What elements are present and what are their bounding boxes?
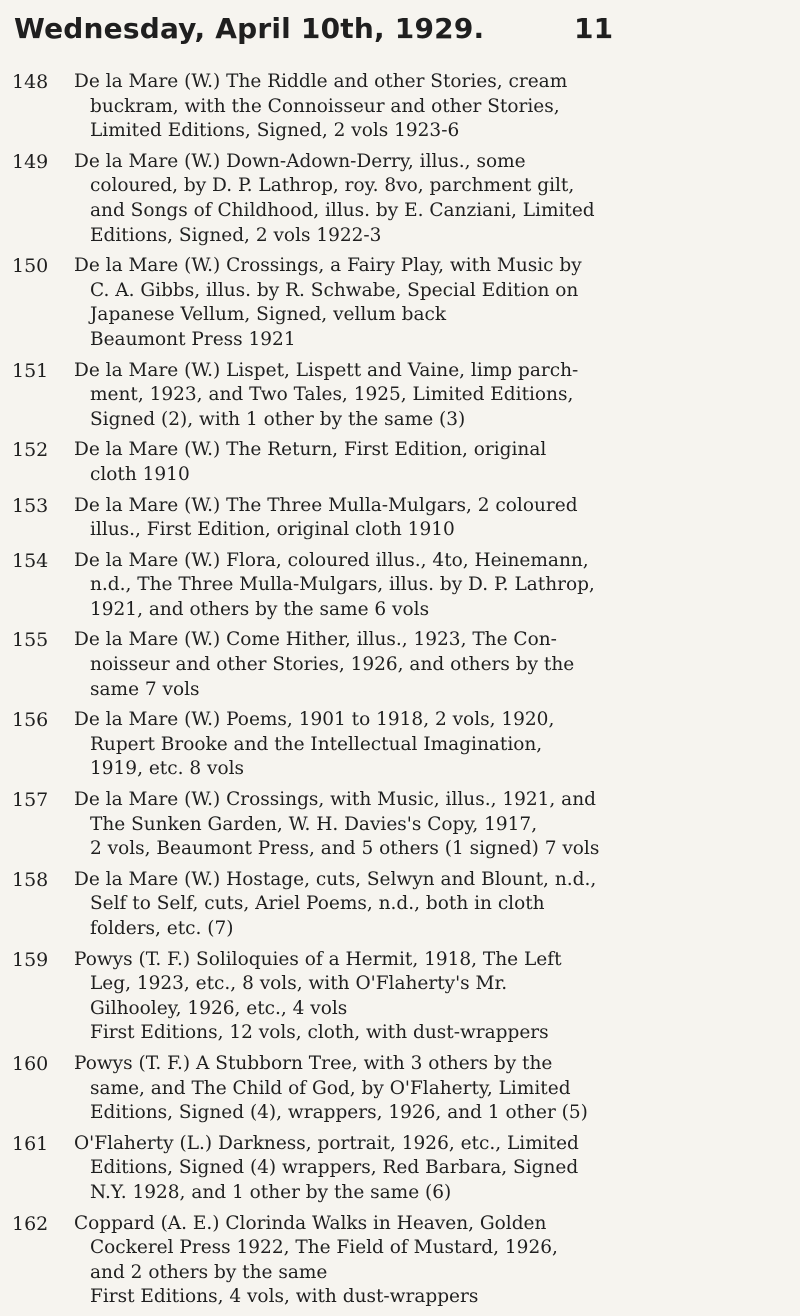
- lot-line: Coppard (A. E.) Clorinda Walks in Heaven, Golden: [74, 1212, 547, 1234]
- lot-entry: [12, 708, 694, 782]
- lot-line: De la Mare (W.) Poems, 1901 to 1918, 2 vols, 1920,: [74, 709, 555, 731]
- lot-number: 155: [12, 629, 49, 652]
- lot-line: 2 vols, Beaumont Press, and 5 others (1 signed) 7 vols: [90, 838, 600, 860]
- lot-entry: [12, 948, 694, 1046]
- lot-line: same, and The Child of God, by O'Flaherty, Limited: [90, 1077, 571, 1099]
- lot-line: Japanese Vellum, Signed, vellum back: [90, 304, 447, 326]
- page-number: 11: [574, 12, 614, 45]
- lot-line: Beaumont Press 1921: [90, 328, 296, 350]
- lot-line: Rupert Brooke and the Intellectual Imagination,: [90, 733, 543, 755]
- lot-entry: [12, 628, 694, 702]
- lot-line: De la Mare (W.) Lispet, Lispett and Vaine, limp parch-: [74, 359, 579, 381]
- lot-line: Editions, Signed (4) wrappers, Red Barbara, Signed: [90, 1157, 579, 1179]
- lot-line: 1921, and others by the same 6 vols: [90, 598, 430, 620]
- lot-number: 160: [12, 1052, 49, 1075]
- lot-line: N.Y. 1928, and 1 other by the same (6): [90, 1181, 452, 1203]
- lot-line: Self to Self, cuts, Ariel Poems, n.d., both in cloth: [90, 893, 545, 915]
- lot-line: n.d., The Three Mulla-Mulgars, illus. by D. P. Lathrop,: [90, 574, 595, 596]
- lot-line: Cockerel Press 1922, The Field of Mustard, 1926,: [90, 1237, 558, 1259]
- lot-line: buckram, with the Connoisseur and other Stories,: [90, 95, 560, 117]
- lot-number: 154: [12, 549, 49, 572]
- lot-number: 152: [12, 439, 49, 462]
- lot-number: 162: [12, 1212, 49, 1235]
- lot-number: 153: [12, 494, 49, 517]
- lot-line: First Editions, 12 vols, cloth, with dust-wrappers: [90, 1022, 549, 1044]
- lot-number: 158: [12, 868, 49, 891]
- lot-entry: [12, 868, 694, 942]
- lot-entry: [12, 1212, 694, 1310]
- lot-line: O'Flaherty (L.) Darkness, portrait, 1926, etc., Limited: [74, 1132, 579, 1154]
- lot-number: 148: [12, 71, 49, 93]
- lot-line: C. A. Gibbs, illus. by R. Schwabe, Special Edition on: [90, 279, 579, 301]
- lot-entry: [12, 549, 694, 623]
- lot-number: 159: [12, 948, 49, 971]
- lot-line: De la Mare (W.) The Return, First Edition, original: [74, 439, 547, 461]
- lot-line: and Songs of Childhood, illus. by E. Canziani, Limited: [90, 199, 595, 221]
- lot-line: 1919, etc. 8 vols: [90, 758, 244, 780]
- lot-entry: [12, 1052, 694, 1126]
- lot-entry: [12, 70, 694, 144]
- lot-line: De la Mare (W.) Flora, coloured illus., 4to, Heinemann,: [74, 549, 589, 571]
- lot-line: De la Mare (W.) Crossings, a Fairy Play, with Music by: [74, 255, 582, 277]
- lot-entry: [12, 254, 694, 352]
- lot-line: First Editions, 4 vols, with dust-wrappers: [90, 1286, 479, 1308]
- lot-line: same 7 vols: [90, 678, 200, 700]
- lot-line: De la Mare (W.) Come Hither, illus., 1923, The Con-: [74, 629, 557, 651]
- lot-line: noisseur and other Stories, 1926, and others by the: [90, 654, 575, 676]
- page-header: [14, 12, 774, 45]
- lot-line: Limited Editions, Signed, 2 vols 1923-6: [90, 120, 460, 142]
- lot-list: [0, 70, 800, 1316]
- lot-line: The Sunken Garden, W. H. Davies's Copy, 1917,: [90, 813, 538, 835]
- lot-number: 149: [12, 150, 49, 173]
- lot-line: De la Mare (W.) The Riddle and other Stories, cream: [74, 71, 568, 92]
- lot-entry: [12, 359, 694, 433]
- lot-line: ment, 1923, and Two Tales, 1925, Limited Editions,: [90, 384, 574, 406]
- lot-line: Gilhooley, 1926, etc., 4 vols: [90, 997, 348, 1019]
- lot-number: 156: [12, 709, 49, 732]
- lot-line: De la Mare (W.) The Three Mulla-Mulgars, 2 coloured: [74, 494, 578, 516]
- lot-line: folders, etc. (7): [90, 918, 234, 939]
- lot-line: Powys (T. F.) A Stubborn Tree, with 3 others by the: [74, 1052, 553, 1074]
- lot-number: 161: [12, 1132, 49, 1155]
- lot-line: Editions, Signed (4), wrappers, 1926, and 1 other (5): [90, 1102, 588, 1124]
- lot-number: 151: [12, 359, 49, 382]
- lot-line: Leg, 1923, etc., 8 vols, with O'Flaherty's Mr.: [90, 973, 508, 995]
- lot-line: and 2 others by the same: [90, 1261, 328, 1283]
- lot-number: 157: [12, 789, 49, 812]
- lot-line: De la Mare (W.) Hostage, cuts, Selwyn and Blount, n.d.,: [74, 868, 597, 890]
- lot-entry: [12, 1132, 694, 1206]
- lot-number: 150: [12, 255, 49, 278]
- lot-line: De la Mare (W.) Down-Adown-Derry, illus., some: [74, 150, 526, 172]
- lot-entry: [12, 438, 694, 487]
- header-date: Wednesday, April 10th, 1929.: [14, 12, 485, 45]
- lot-line: De la Mare (W.) Crossings, with Music, illus., 1921, and: [74, 789, 596, 811]
- lot-line: cloth 1910: [90, 463, 190, 485]
- lot-entry: [12, 494, 694, 543]
- lot-line: Editions, Signed, 2 vols 1922-3: [90, 224, 382, 246]
- lot-entry: [12, 788, 694, 862]
- lot-line: illus., First Edition, original cloth 1910: [90, 519, 455, 541]
- lot-line: Signed (2), with 1 other by the same (3): [90, 408, 466, 430]
- lot-line: coloured, by D. P. Lathrop, roy. 8vo, parchment gilt,: [90, 175, 575, 197]
- lot-line: Powys (T. F.) Soliloquies of a Hermit, 1918, The Left: [74, 948, 562, 970]
- lot-entry: [12, 150, 694, 248]
